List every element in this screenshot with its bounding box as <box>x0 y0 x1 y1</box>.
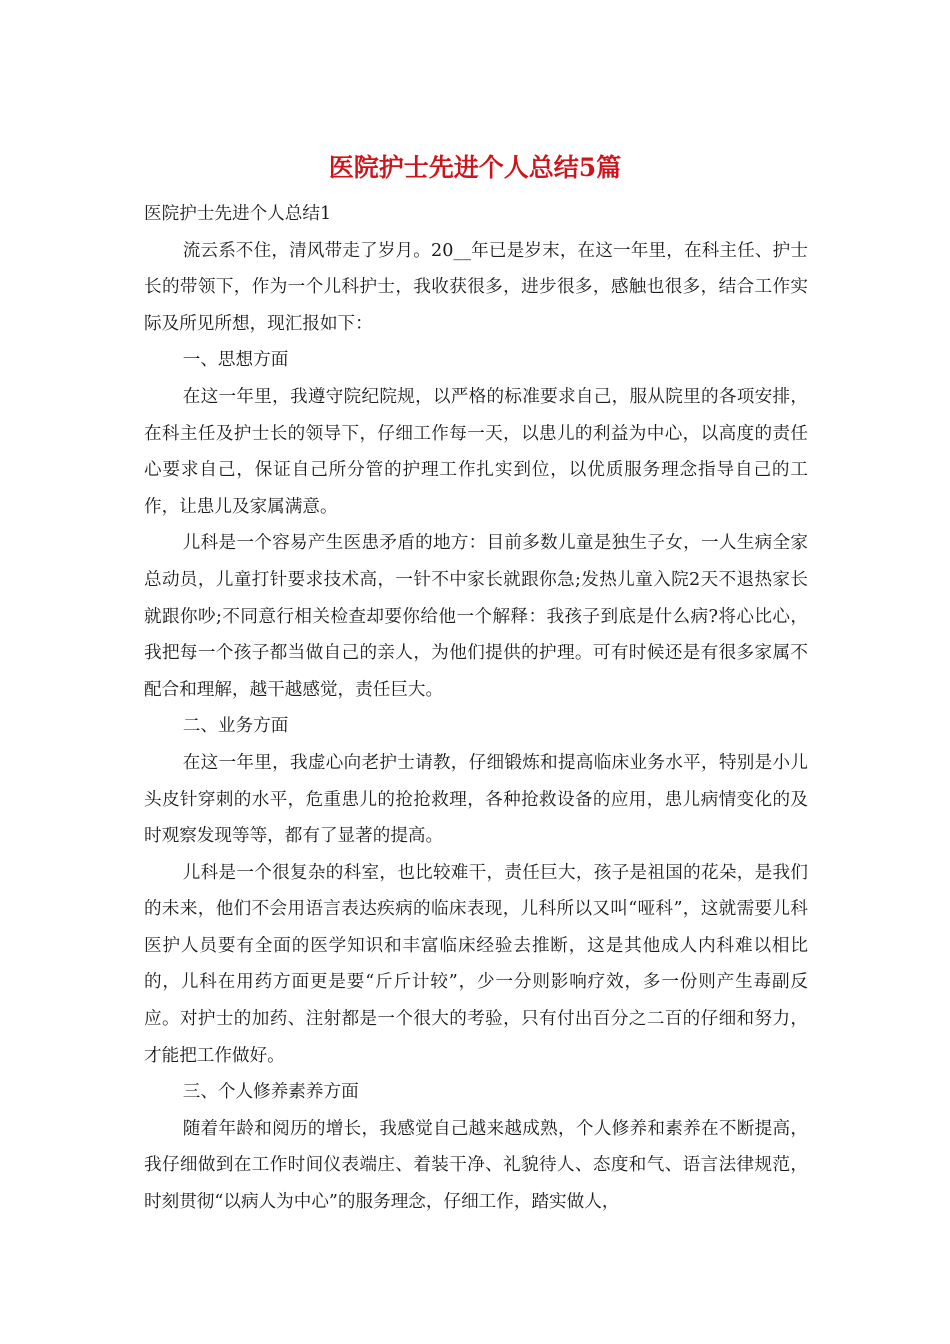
paragraph: 儿科是一个容易产生医患矛盾的地方：目前多数儿童是独生子女，一人生病全家总动员，儿童打针要求技术高，一针不中家长就跟你急;发热儿童入院2天不退热家长就跟你吵;不同意行相关检查却要你给他一个解释：我孩子到底是什么病?将心比心，我把每一个孩子都当做自己的亲人，为他们提供的护理。可有时候还是有很多家属不配合和理解，越干越感觉，责任巨大。 <box>144 533 808 700</box>
section-heading: 一、思想方面 <box>182 350 289 371</box>
section-subtitle: 医院护士先进个人总结1 <box>144 204 332 224</box>
paragraph: 随着年龄和阅历的增长，我感觉自己越来越成熟，个人修养和素养在不断提高，我仔细做到在工作时间仪表端庄、着装干净、礼貌待人、态度和气、语言法律规范，时刻贯彻“以病人为中心”的服务理念，仔细工作，踏实做人， <box>144 1118 808 1213</box>
paragraph: 在这一年里，我遵守院纪院规，以严格的标准要求自己，服从院里的各项安排，在科主任及护士长的领导下，仔细工作每一天，以患儿的利益为中心，以高度的责任心要求自己，保证自己所分管的护理工作扎实到位，以优质服务理念指导自己的工作，让患儿及家属满意。 <box>144 386 808 517</box>
paragraph: 流云系不住，清风带走了岁月。20__年已是岁末，在这一年里，在科主任、护士长的带领下，作为一个儿科护士，我收获很多，进步很多，感触也很多，结合工作实际及所见所想，现汇报如下： <box>144 240 808 334</box>
section-heading: 三、个人修养素养方面 <box>182 1082 359 1103</box>
document-body <box>144 196 808 1221</box>
paragraph: 在这一年里，我虚心向老护士请教，仔细锻炼和提高临床业务水平，特别是小儿头皮针穿刺的水平，危重患儿的抢抢救理，各种抢救设备的应用，患儿病情变化的及时观察发现等等，都有了显著的提高。 <box>144 752 808 847</box>
section-heading: 二、业务方面 <box>182 716 289 737</box>
document-title: 医院护士先进个人总结5篇 <box>328 153 622 182</box>
paragraph: 儿科是一个很复杂的科室，也比较难干，责任巨大，孩子是祖国的花朵，是我们的未来，他们不会用语言表达疾病的临床表现，儿科所以又叫“哑科”，这就需要儿科医护人员要有全面的医学知识和丰富临床经验去推断，这是其他成人内科难以相比的，儿科在用药方面更是要“斤斤计较”，少一分则影响疗效，多一份则产生毒副反应。对护士的加药、注射都是一个很大的考验，只有付出百分之二百的仔细和努力，才能把工作做好。 <box>144 862 808 1066</box>
